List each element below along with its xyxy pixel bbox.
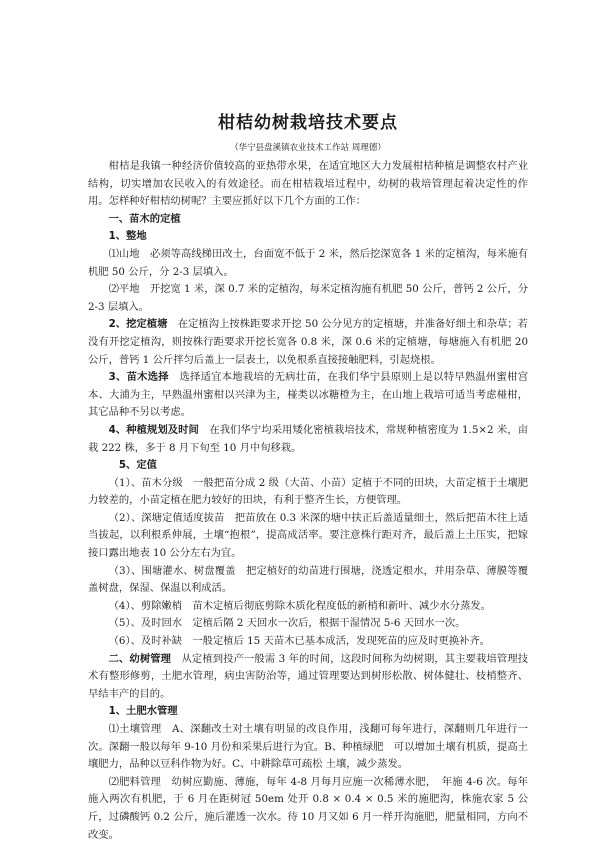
planting-step-3: （3）、围塘灌水、树盘覆盖 把定植好的幼苗进行围塘，浇透定根水，并用杂草、薄膜等覆盖树盘，保湿、保温以利成活。 [88, 564, 528, 595]
section-1-heading: 一、苗木的定植 [108, 212, 181, 225]
paragraph-fertilizer: ⑵肥料管理 幼树应勤施、薄施，每年 4-8 月每月应施一次稀薄水肥， 年施 4-6 次。每年施入两次有机肥，于 6 月在距树冠 50em 处开 0.8 × 0.4 × 0.5 米的施肥沟，株施农家 5 公斤，过磷酸钙 0.2 公斤，施后灌透一次水。待 10 月又如 6 月一样开沟施肥，肥量相同，方向不改变。 [88, 775, 528, 841]
intro-paragraph: 柑桔是我镇一种经济价值较高的亚热带水果，在适宜地区大力发展柑桔种植是调整农村产业结构，切实增加农民收入的有效途径。而在柑桔栽培过程中，幼树的栽培管理起着决定性的作用。怎样种好柑桔幼树呢？主要应抓好以下几个方面的工作： [88, 160, 528, 208]
doc-author-line: （华宁县盘溪镇农业技术工作站 周理德） [230, 143, 386, 153]
paragraph-flat: ⑵平地 开挖宽 1 米，深 0.7 米的定植沟，每米定植沟施有机肥 50 公斤，普钙 2 公斤，分 2-3 层填入。 [88, 283, 528, 313]
paragraph-seedling [88, 369, 528, 422]
planting-step-4: （4）、剪除嫩梢 苗木定植后彻底剪除木质化程度低的新梢和新叶、减少水分蒸发。 [108, 599, 491, 612]
section-2-heading: 二、幼树管理 [108, 652, 172, 665]
paragraph-planting-plan [88, 422, 528, 457]
pit-label: 2、挖定植塘 [108, 318, 168, 331]
pit-text: 在定植沟上按株距要求开挖 50 公分见方的定植塘，并准备好细土和杂草；若没有开挖定植沟，则按株行距要求开挖长宽各 0.8 米，深 0.6 米的定植塘，每塘施入有机肥 20 公斤，普钙 1 公斤拌匀后盖上一层表土，以免根系直接接触肥料，引起烧根。 [88, 318, 528, 366]
planting-step-2: （2）、深塘定值适度拔苗 把苗放在 0.3 米深的塘中扶正后盖适量细土，然后把苗木往上适当拔起，以利根系伸展，土壤“抱根”，提高成活率。要注意株行距对齐，最后盖上土压实，把嫁接口露出地表 10 公分左右为宜。 [88, 511, 528, 560]
planting-step-1: （1）、苗木分级 一般把苗分成 2 级（大苗、小苗）定植于不同的田块，大苗定植于土壤肥力较差的，小苗定植在肥力较好的田块，有利于整齐生长，方便管理。 [88, 476, 528, 507]
paragraph-soil: ⑴土壤管理 A、深翻改土对土壤有明显的改良作用，浅翻可每年进行，深翻则几年进行一次。深翻一般以每年 9-10 月份和采果后进行为宜。B、种植绿肥 可以增加土壤有机质，提高土壤肥力，品种以豆科作物为好。C、中耕除草可疏松 土壤，减少蒸发。 [88, 723, 528, 771]
seedling-text: 选择适宜本地栽培的无病壮苗，在我们华宁县原则上是以特早熟温州蜜柑宫本、大浦为主，早熟温州蜜柑以兴津为主，椪类以冰糖橙为主，在山地上栽培可适当考虑椪柑，其它品种不另以考虑。 [88, 371, 528, 419]
document-page [88, 108, 528, 844]
section-2-intro: 从定植到投产一般需 3 年的时间，这段时间称为幼树期，其主要栽培管理技术有整形修剪，土肥水管理，病虫害防治等，通过管理要达到树形松散、树体健壮、枝梢整齐、早结丰产的目的。 [88, 652, 528, 700]
seedling-label: 3、苗木选择 [108, 371, 169, 384]
subsection-soil-water: 1、土肥水管理 [108, 705, 178, 718]
planting-plan-text: 在我们华宁均采用矮化密植栽培技术，常规种植密度为 1.5×2 米，亩栽 222 株，多于 8 月下旬至 10 月中旬移栽。 [88, 423, 528, 454]
subsection-land-prep: 1、整地 [108, 230, 147, 243]
planting-step-5: （5）、及时回水 定植后隔 2 天回水一次后，根据干湿情况 5-6 天回水一次。 [108, 617, 466, 630]
doc-title: 柑桔幼树栽培技术要点 [218, 113, 398, 133]
planting-step-6: （6）、及时补缺 一般定植后 15 天苗木已基本成活，发现死苗的应及时更换补齐。 [108, 635, 491, 648]
planting-plan-label: 4、种植规划及时间 [108, 423, 199, 436]
paragraph-pit [88, 316, 528, 369]
subsection-planting: 5、定值 [118, 459, 157, 472]
section-2-paragraph [88, 651, 528, 704]
paragraph-mountain: ⑴山地 必须等高线梯田改土，台面宽不低于 2 米，然后挖深宽各 1 米的定植沟，每米施有机肥 50 公斤，分 2-3 层填入。 [88, 247, 528, 278]
